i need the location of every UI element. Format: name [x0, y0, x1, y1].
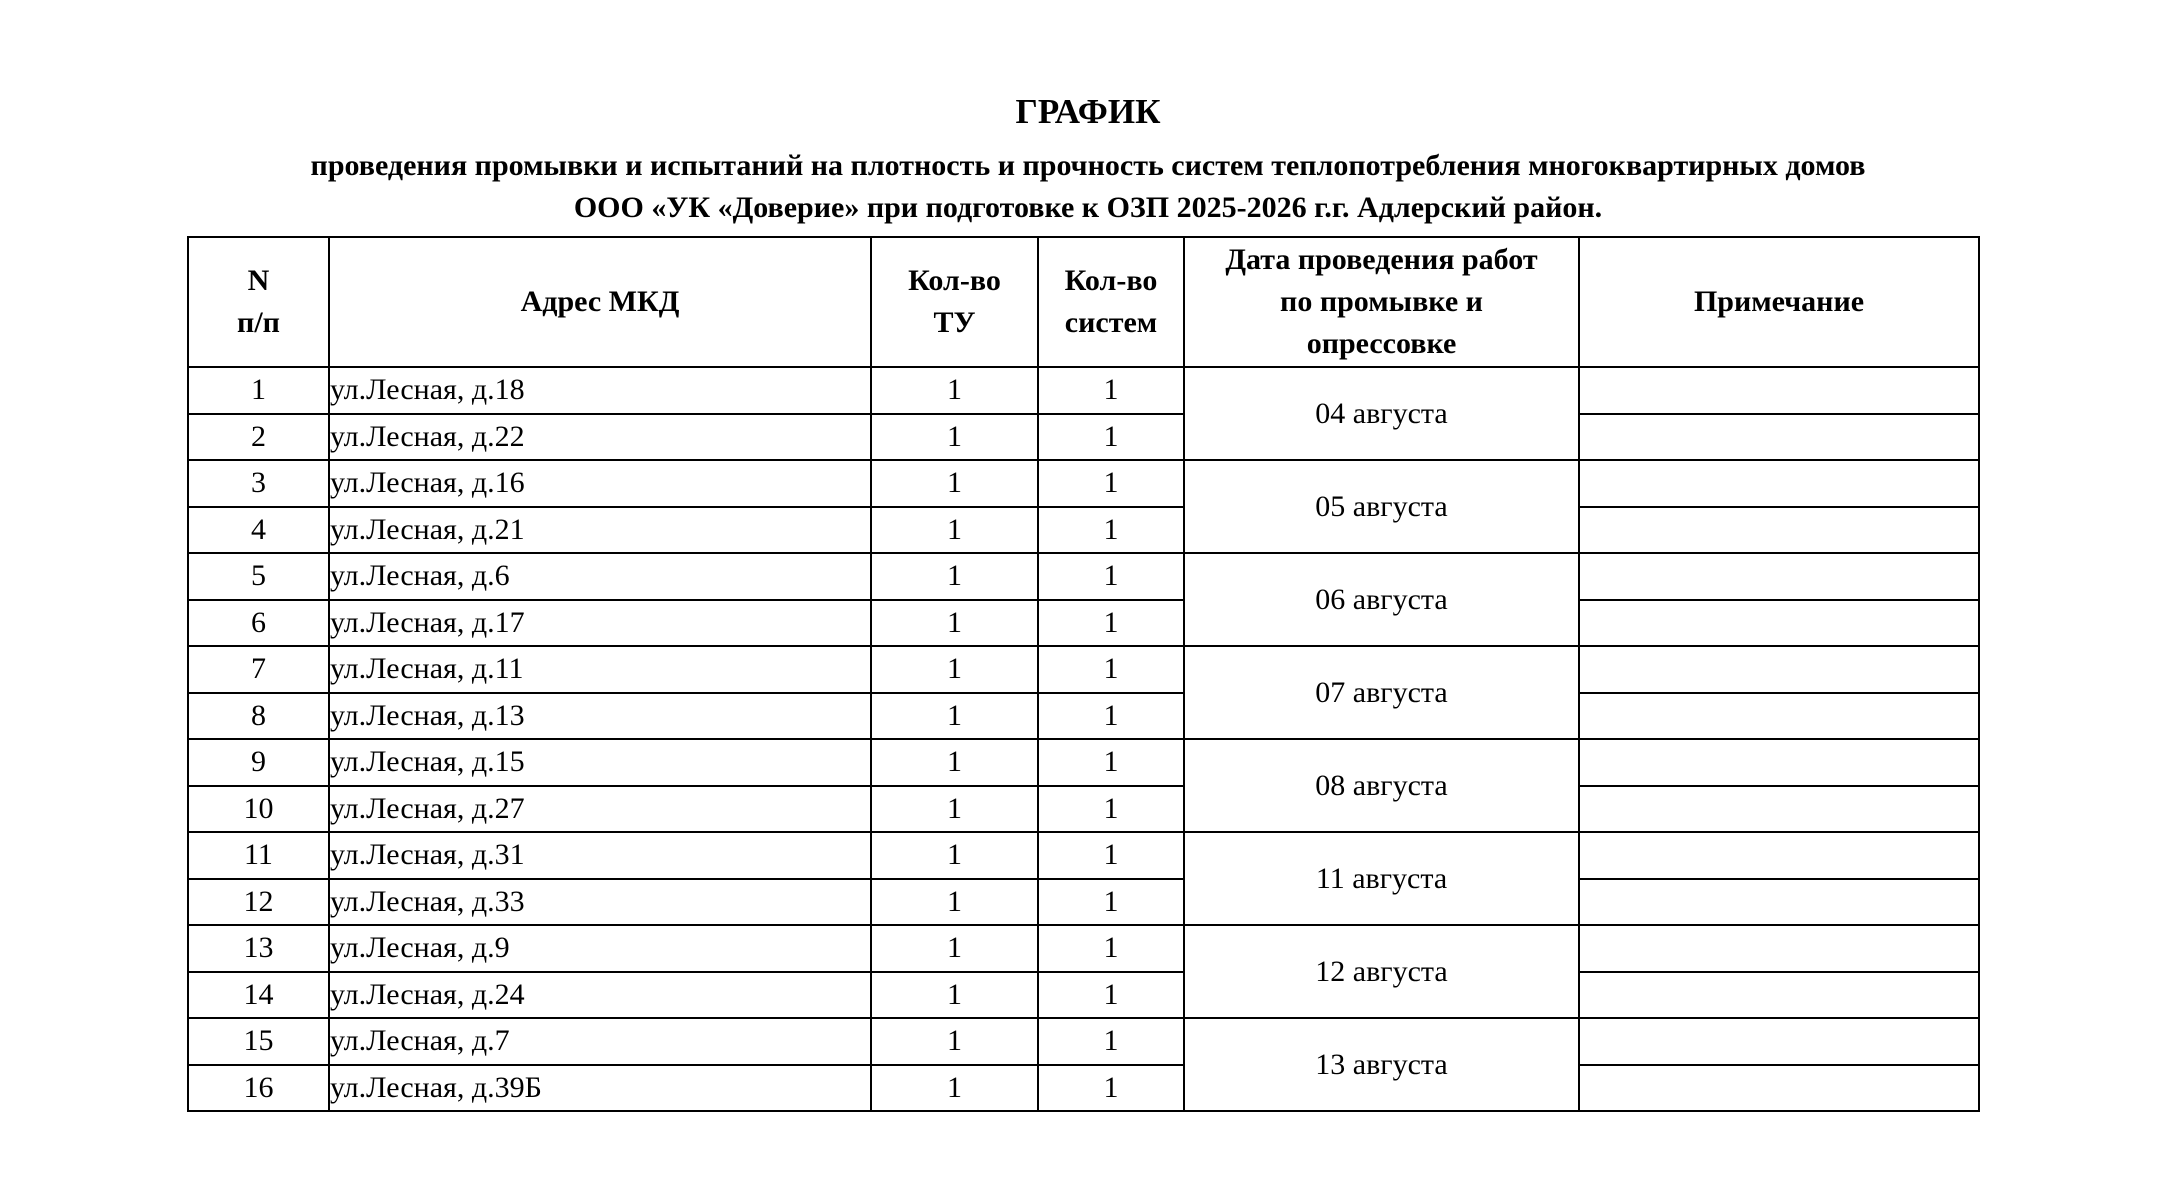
row-tu-count: 1	[871, 739, 1038, 786]
table-row	[188, 739, 1979, 786]
row-address: ул.Лесная, д.18	[329, 367, 871, 414]
header-tu-count	[871, 237, 1038, 367]
header-num-line2: п/п	[237, 306, 280, 339]
row-number: 3	[188, 460, 329, 507]
row-address: ул.Лесная, д.11	[329, 646, 871, 693]
row-systems-count: 1	[1038, 507, 1184, 554]
header-note-label: Примечание	[1693, 285, 1865, 318]
header-tu-line2: ТУ	[933, 306, 976, 339]
row-note	[1579, 832, 1979, 879]
header-date-line3: опрессовке	[1306, 327, 1457, 360]
header-num-line1: N	[247, 264, 270, 297]
row-address: ул.Лесная, д.17	[329, 600, 871, 647]
date-cell: 08 августа	[1184, 739, 1579, 832]
date-cell: 04 августа	[1184, 367, 1579, 460]
header-address-label: Адрес МКД	[520, 285, 680, 318]
row-note	[1579, 1018, 1979, 1065]
page-subtitle-line1: проведения промывки и испытаний на плотность и прочность систем теплопотребления многоквартирных домов	[310, 149, 1866, 182]
row-tu-count: 1	[871, 460, 1038, 507]
row-address: ул.Лесная, д.21	[329, 507, 871, 554]
row-systems-count: 1	[1038, 693, 1184, 740]
row-address: ул.Лесная, д.27	[329, 786, 871, 833]
row-tu-count: 1	[871, 925, 1038, 972]
row-tu-count: 1	[871, 600, 1038, 647]
row-number: 13	[188, 925, 329, 972]
table-header	[188, 237, 1979, 367]
page-title: ГРАФИК	[1015, 92, 1161, 131]
row-systems-count: 1	[1038, 786, 1184, 833]
row-tu-count: 1	[871, 646, 1038, 693]
row-address: ул.Лесная, д.7	[329, 1018, 871, 1065]
row-tu-count: 1	[871, 693, 1038, 740]
row-systems-count: 1	[1038, 972, 1184, 1019]
row-note	[1579, 460, 1979, 507]
row-note	[1579, 786, 1979, 833]
row-tu-count: 1	[871, 786, 1038, 833]
schedule-table	[187, 236, 1980, 1112]
table-row	[188, 693, 1979, 740]
row-systems-count: 1	[1038, 600, 1184, 647]
row-systems-count: 1	[1038, 553, 1184, 600]
row-number: 9	[188, 739, 329, 786]
table-body	[188, 367, 1979, 1111]
table-row	[188, 507, 1979, 554]
table-row	[188, 460, 1979, 507]
header-date-line1: Дата проведения работ	[1225, 243, 1538, 276]
table-row	[188, 879, 1979, 926]
row-tu-count: 1	[871, 972, 1038, 1019]
header-tu-line1: Кол-во	[908, 264, 1001, 297]
table-row	[188, 553, 1979, 600]
table-row	[188, 786, 1979, 833]
table-row	[188, 646, 1979, 693]
row-address: ул.Лесная, д.39Б	[329, 1065, 871, 1112]
row-address: ул.Лесная, д.24	[329, 972, 871, 1019]
row-systems-count: 1	[1038, 367, 1184, 414]
row-number: 2	[188, 414, 329, 461]
row-tu-count: 1	[871, 414, 1038, 461]
row-tu-count: 1	[871, 879, 1038, 926]
header-date	[1184, 237, 1579, 367]
row-address: ул.Лесная, д.6	[329, 553, 871, 600]
row-note	[1579, 367, 1979, 414]
date-cell: 13 августа	[1184, 1018, 1579, 1111]
row-systems-count: 1	[1038, 1018, 1184, 1065]
date-cell: 11 августа	[1184, 832, 1579, 925]
row-address: ул.Лесная, д.9	[329, 925, 871, 972]
header-date-line2: по промывке и	[1280, 285, 1483, 318]
row-tu-count: 1	[871, 367, 1038, 414]
row-systems-count: 1	[1038, 739, 1184, 786]
row-number: 10	[188, 786, 329, 833]
table-row	[188, 414, 1979, 461]
row-note	[1579, 879, 1979, 926]
date-cell: 07 августа	[1184, 646, 1579, 739]
table-row	[188, 1018, 1979, 1065]
row-tu-count: 1	[871, 1018, 1038, 1065]
row-tu-count: 1	[871, 553, 1038, 600]
row-number: 5	[188, 553, 329, 600]
header-note	[1579, 237, 1979, 367]
row-number: 11	[188, 832, 329, 879]
date-cell: 05 августа	[1184, 460, 1579, 553]
row-address: ул.Лесная, д.33	[329, 879, 871, 926]
header-row	[188, 237, 1979, 367]
row-note	[1579, 414, 1979, 461]
table-row	[188, 1065, 1979, 1112]
table-row	[188, 600, 1979, 647]
row-note	[1579, 646, 1979, 693]
row-number: 7	[188, 646, 329, 693]
row-systems-count: 1	[1038, 460, 1184, 507]
row-tu-count: 1	[871, 1065, 1038, 1112]
row-tu-count: 1	[871, 832, 1038, 879]
table-row	[188, 832, 1979, 879]
table-row	[188, 925, 1979, 972]
row-address: ул.Лесная, д.13	[329, 693, 871, 740]
row-number: 6	[188, 600, 329, 647]
row-tu-count: 1	[871, 507, 1038, 554]
date-cell: 12 августа	[1184, 925, 1579, 1018]
row-address: ул.Лесная, д.15	[329, 739, 871, 786]
row-number: 4	[188, 507, 329, 554]
row-systems-count: 1	[1038, 925, 1184, 972]
header-systems-line2: систем	[1064, 306, 1158, 339]
row-number: 15	[188, 1018, 329, 1065]
row-number: 14	[188, 972, 329, 1019]
table-row	[188, 367, 1979, 414]
row-address: ул.Лесная, д.16	[329, 460, 871, 507]
row-number: 12	[188, 879, 329, 926]
date-cell: 06 августа	[1184, 553, 1579, 646]
row-number: 16	[188, 1065, 329, 1112]
header-systems-line1: Кол-во	[1064, 264, 1158, 297]
row-note	[1579, 507, 1979, 554]
row-number: 1	[188, 367, 329, 414]
row-address: ул.Лесная, д.22	[329, 414, 871, 461]
row-address: ул.Лесная, д.31	[329, 832, 871, 879]
row-note	[1579, 693, 1979, 740]
row-note	[1579, 1065, 1979, 1112]
row-note	[1579, 925, 1979, 972]
row-systems-count: 1	[1038, 646, 1184, 693]
header-num	[188, 237, 329, 367]
page-subtitle-line2: ООО «УК «Доверие» при подготовке к ОЗП 2025-2026 г.г. Адлерский район.	[573, 191, 1603, 224]
row-systems-count: 1	[1038, 414, 1184, 461]
row-note	[1579, 972, 1979, 1019]
header-address	[329, 237, 871, 367]
table-row	[188, 972, 1979, 1019]
row-systems-count: 1	[1038, 879, 1184, 926]
row-note	[1579, 739, 1979, 786]
row-systems-count: 1	[1038, 832, 1184, 879]
row-note	[1579, 553, 1979, 600]
row-systems-count: 1	[1038, 1065, 1184, 1112]
header-systems-count	[1038, 237, 1184, 367]
row-note	[1579, 600, 1979, 647]
row-number: 8	[188, 693, 329, 740]
